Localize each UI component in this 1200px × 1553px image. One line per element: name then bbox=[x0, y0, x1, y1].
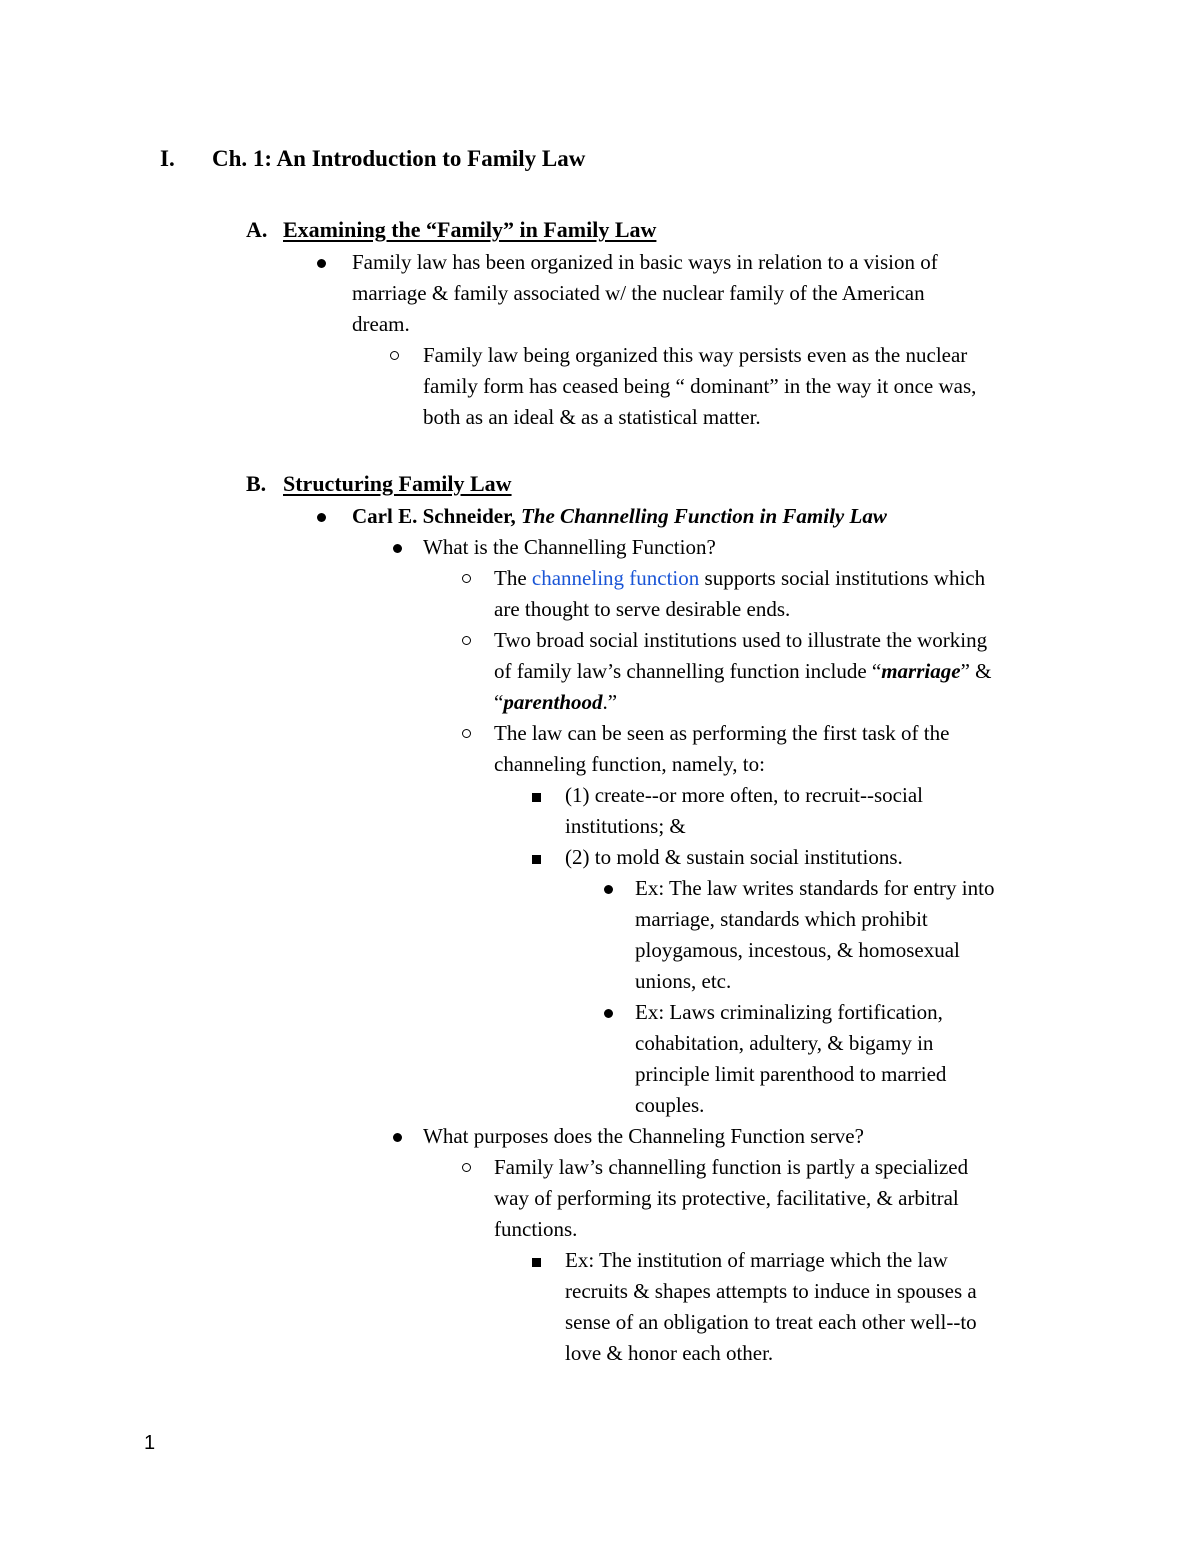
bullet-circle-icon bbox=[462, 636, 471, 645]
section-heading: Structuring Family Law bbox=[283, 471, 512, 496]
citation-line bbox=[352, 501, 887, 532]
bullet-circle-icon bbox=[462, 1163, 471, 1172]
section-letter: A. bbox=[246, 217, 268, 242]
text-line: What is the Channelling Function? bbox=[423, 535, 716, 559]
text-line: Family law being organized this way persists even as the nuclear bbox=[423, 343, 968, 367]
text-line: marriage, standards which prohibit bbox=[635, 907, 928, 931]
text-line: cohabitation, adultery, & bigamy in bbox=[635, 1031, 934, 1055]
bullet-disc-icon bbox=[604, 1009, 613, 1018]
bullet-circle-icon bbox=[390, 351, 399, 360]
emphasis-marriage: marriage bbox=[881, 659, 961, 683]
bullet-disc-icon bbox=[393, 1133, 402, 1142]
text-line: Two broad social institutions used to illustrate the working bbox=[494, 628, 988, 652]
text-line: sense of an obligation to treat each other well--to bbox=[565, 1310, 977, 1334]
text-line: What purposes does the Channeling Function serve? bbox=[423, 1124, 864, 1148]
bullet-disc-icon bbox=[393, 544, 402, 553]
section-heading: Examining the “Family” in Family Law bbox=[283, 217, 657, 242]
bullet-disc-icon bbox=[317, 259, 326, 268]
text-line: (2) to mold & sustain social institutions. bbox=[565, 845, 903, 869]
text-line: Ex: The institution of marriage which the law bbox=[565, 1248, 948, 1272]
text-line: (1) create--or more often, to recruit--social bbox=[565, 783, 923, 807]
bullet-disc-icon bbox=[317, 513, 326, 522]
text-line: love & honor each other. bbox=[565, 1341, 774, 1365]
author-name: Carl E. Schneider, bbox=[352, 504, 516, 528]
text-line: dream. bbox=[352, 312, 410, 336]
text-line: marriage & family associated w/ the nuclear family of the American bbox=[352, 281, 925, 305]
text-line: family form has ceased being “ dominant” in the way it once was, bbox=[423, 374, 977, 398]
text-run: The bbox=[494, 566, 532, 590]
text-line: channeling function, namely, to: bbox=[494, 752, 765, 776]
text-line: Ex: The law writes standards for entry into bbox=[635, 876, 995, 900]
text-line: ploygamous, incestous, & homosexual bbox=[635, 938, 960, 962]
bullet-circle-icon bbox=[462, 574, 471, 583]
section-letter: B. bbox=[246, 471, 267, 496]
text-line bbox=[494, 687, 617, 718]
text-run: .” bbox=[602, 690, 618, 714]
text-run: of family law’s channelling function include “ bbox=[494, 659, 882, 683]
text-line: way of performing its protective, facilitative, & arbitral bbox=[494, 1186, 959, 1210]
text-line: recruits & shapes attempts to induce in spouses a bbox=[565, 1279, 977, 1303]
bullet-square-icon bbox=[532, 793, 541, 802]
text-line: institutions; & bbox=[565, 814, 686, 838]
text-run: supports social institutions which bbox=[699, 566, 986, 590]
text-line: Ex: Laws criminalizing fortification, bbox=[635, 1000, 943, 1024]
text-line: Family law has been organized in basic ways in relation to a vision of bbox=[352, 250, 938, 274]
text-line: both as an ideal & as a statistical matter. bbox=[423, 405, 761, 429]
text-run: “ bbox=[494, 690, 504, 714]
text-line: functions. bbox=[494, 1217, 578, 1241]
bullet-circle-icon bbox=[462, 729, 471, 738]
channeling-function-link[interactable]: channeling function bbox=[531, 566, 700, 590]
bullet-disc-icon bbox=[604, 885, 613, 894]
text-line: The law can be seen as performing the first task of the bbox=[494, 721, 950, 745]
text-line: principle limit parenthood to married bbox=[635, 1062, 947, 1086]
text-line: Family law’s channelling function is partly a specialized bbox=[494, 1155, 969, 1179]
text-run: ” & bbox=[960, 659, 992, 683]
work-title: The Channelling Function in Family Law bbox=[520, 504, 887, 528]
section-numeral: I. bbox=[160, 146, 175, 171]
text-line bbox=[494, 656, 991, 687]
bullet-square-icon bbox=[532, 1258, 541, 1267]
bullet-square-icon bbox=[532, 855, 541, 864]
chapter-title: Ch. 1: An Introduction to Family Law bbox=[212, 146, 586, 171]
emphasis-parenthood: parenthood bbox=[503, 690, 603, 714]
text-line: unions, etc. bbox=[635, 969, 732, 993]
text-line: are thought to serve desirable ends. bbox=[494, 597, 791, 621]
text-line: couples. bbox=[635, 1093, 705, 1117]
page-number: 1 bbox=[144, 1432, 156, 1454]
text-line bbox=[494, 563, 985, 594]
